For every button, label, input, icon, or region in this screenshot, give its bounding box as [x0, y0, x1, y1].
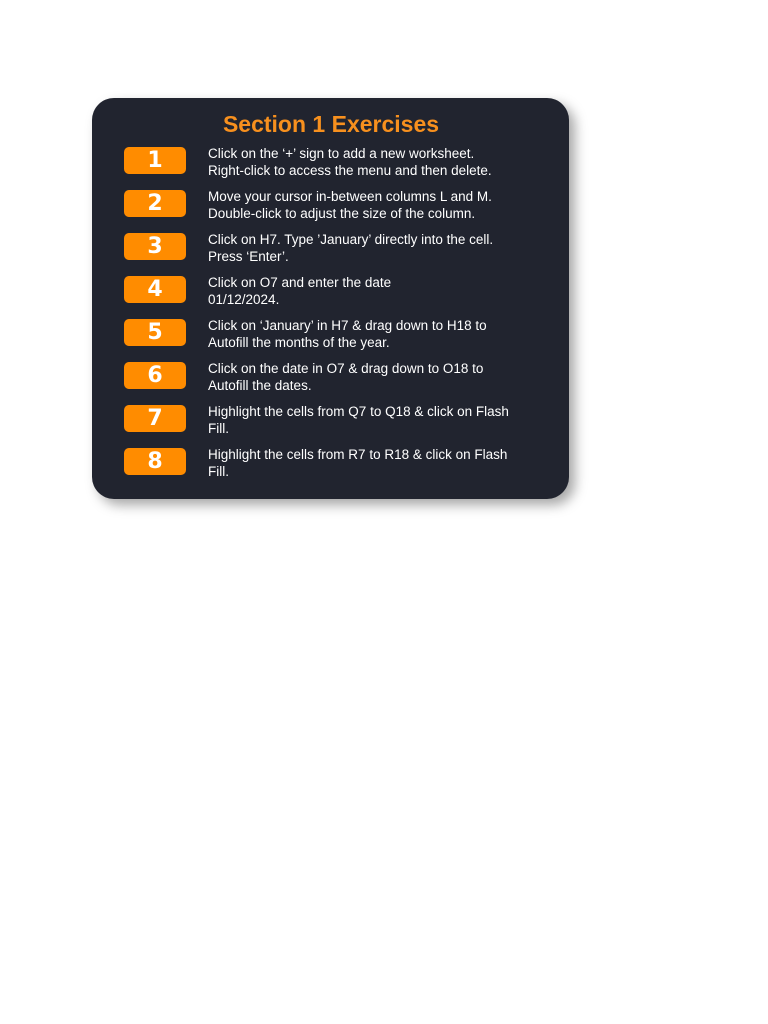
step-instruction: Click on H7. Type ’January’ directly into the cell. Press ‘Enter’. [208, 232, 494, 264]
step-item-8 [92, 446, 569, 489]
step-instruction: Highlight the cells from R7 to R18 & click on Flash Fill. [208, 447, 508, 479]
step-instruction: Click on O7 and enter the date 01/12/2024. [208, 275, 392, 307]
step-number-badge: 2 [124, 190, 186, 217]
step-item-2 [92, 188, 569, 231]
step-number-badge: 3 [124, 233, 186, 260]
step-item-5 [92, 317, 569, 360]
step-item-7 [92, 403, 569, 446]
step-number-badge: 6 [124, 362, 186, 389]
step-instruction: Click on ‘January’ in H7 & drag down to H18 to Autofill the months of the year. [208, 318, 487, 350]
step-item-4 [92, 274, 569, 317]
step-number-badge: 8 [124, 448, 186, 475]
step-instruction: Click on the ‘+’ sign to add a new worksheet. Right-click to access the menu and then delete. [208, 146, 492, 178]
exercises-card [92, 98, 569, 499]
step-number-badge: 4 [124, 276, 186, 303]
step-number-badge: 1 [124, 147, 186, 174]
steps-list [92, 145, 569, 489]
step-number-badge: 5 [124, 319, 186, 346]
step-item-6 [92, 360, 569, 403]
step-item-1 [92, 145, 569, 188]
step-instruction: Click on the date in O7 & drag down to O18 to Autofill the dates. [208, 361, 484, 393]
step-instruction: Highlight the cells from Q7 to Q18 & click on Flash Fill. [208, 404, 509, 436]
step-item-3 [92, 231, 569, 274]
card-title: Section 1 Exercises [222, 111, 440, 137]
step-number-badge: 7 [124, 405, 186, 432]
step-instruction: Move your cursor in-between columns L and M. Double-click to adjust the size of the column. [208, 189, 492, 221]
